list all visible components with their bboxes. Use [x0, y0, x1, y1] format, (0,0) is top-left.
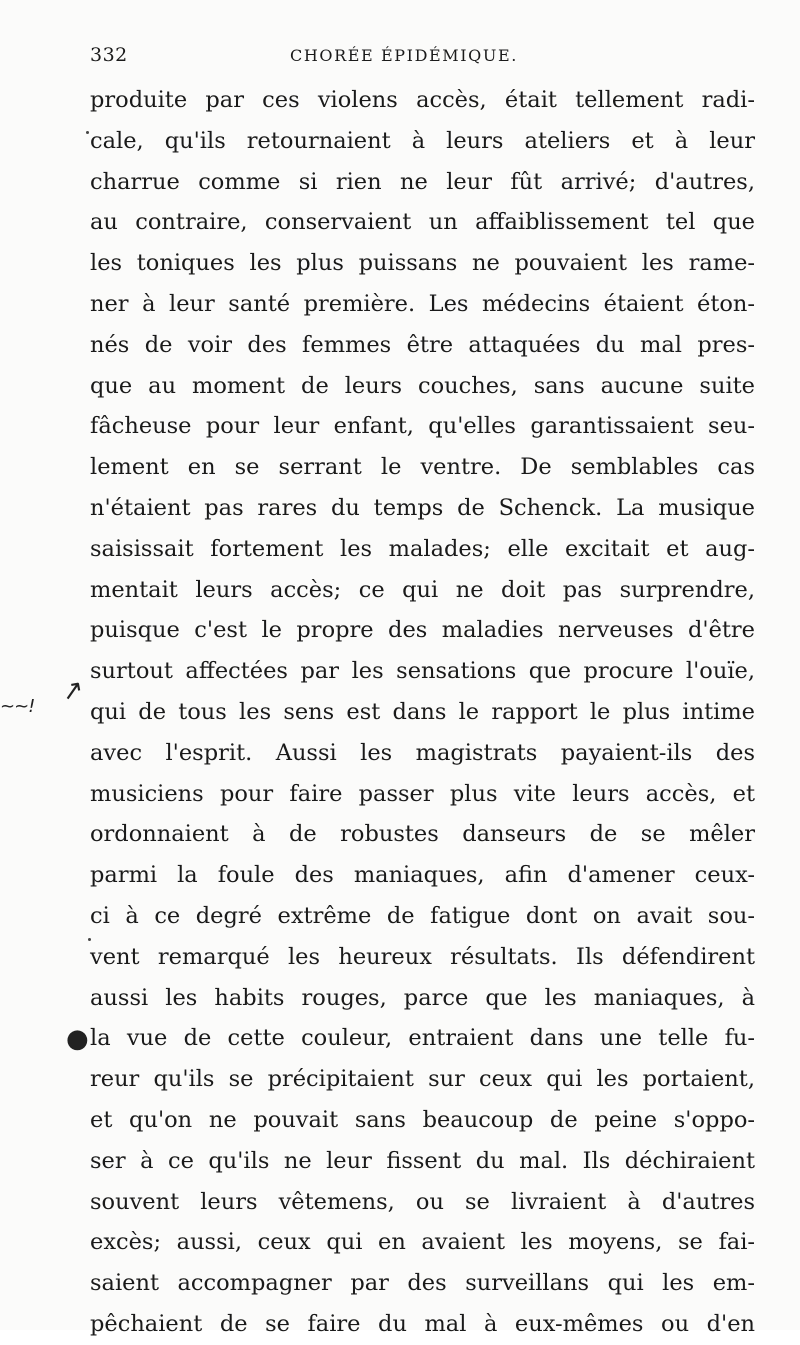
text-line: ci à ce degré extrême de fatigue dont on avait sou-	[90, 902, 755, 929]
text-line: produite par ces violens accès, était tellement radi-	[90, 87, 755, 113]
text-line: cale, qu'ils retournaient à leurs ateliers et à leur	[90, 127, 755, 154]
text-line: charrue comme si rien ne leur fût arrivé; d'autres,	[90, 168, 755, 195]
page-number: 332	[90, 44, 128, 66]
text-line: ser à ce qu'ils ne leur fissent du mal. Ils déchiraient	[90, 1147, 755, 1174]
text-line: excès; aussi, ceux qui en avaient les moyens, se fai-	[90, 1229, 755, 1256]
text-line: ordonnaient à de robustes danseurs de se mêler	[90, 821, 755, 848]
margin-dot-icon: ●	[66, 1024, 89, 1054]
text-line: que au moment de leurs couches, sans aucune suite	[90, 372, 755, 399]
margin-arrow-icon: ↗	[59, 674, 87, 708]
margin-scribble-note: ~~!	[0, 696, 35, 717]
running-head: CHORÉE ÉPIDÉMIQUE.	[290, 46, 518, 65]
text-line: la vue de cette couleur, entraient dans une telle fu-	[90, 1025, 755, 1052]
text-line: musiciens pour faire passer plus vite leurs accès, et	[90, 780, 755, 807]
text-line: les toniques les plus puissans ne pouvaient les rame-	[90, 250, 755, 277]
text-line: saisissait fortement les malades; elle excitait et aug-	[90, 535, 755, 562]
ink-speck	[86, 131, 89, 134]
text-line: mentait leurs accès; ce qui ne doit pas surprendre,	[90, 576, 755, 603]
text-line: nés de voir des femmes être attaquées du mal pres-	[90, 331, 755, 358]
text-line: souvent leurs vêtemens, ou se livraient à d'autres	[90, 1188, 755, 1215]
text-line: avec l'esprit. Aussi les magistrats payaient-ils des	[90, 739, 755, 766]
text-line: n'étaient pas rares du temps de Schenck. La musique	[90, 494, 755, 521]
text-line: et qu'on ne pouvait sans beaucoup de peine s'oppo-	[90, 1106, 755, 1133]
body-text	[90, 80, 755, 1345]
text-line: qui de tous les sens est dans le rapport le plus intime	[90, 698, 755, 725]
text-line: saient accompagner par des surveillans qui les em-	[90, 1270, 755, 1297]
text-line: aussi les habits rouges, parce que les maniaques, à	[90, 984, 755, 1011]
text-line: fâcheuse pour leur enfant, qu'elles garantissaient seu-	[90, 413, 755, 440]
text-line: parmi la foule des maniaques, afin d'amener ceux-	[90, 862, 755, 889]
page-header	[90, 44, 750, 72]
text-line: ner à leur santé première. Les médecins étaient éton-	[90, 290, 755, 317]
text-line: vent remarqué les heureux résultats. Ils défendirent	[90, 943, 755, 970]
text-line: au contraire, conservaient un affaiblissement tel que	[90, 209, 755, 236]
text-line: surtout affectées par les sensations que procure l'ouïe,	[90, 658, 755, 685]
text-line: pêchaient de se faire du mal à eux-mêmes ou d'en	[90, 1310, 755, 1337]
text-line: reur qu'ils se précipitaient sur ceux qui les portaient,	[90, 1066, 755, 1093]
text-line: lement en se serrant le ventre. De semblables cas	[90, 454, 755, 481]
ink-speck	[88, 938, 91, 941]
text-line: puisque c'est le propre des maladies nerveuses d'être	[90, 617, 755, 644]
